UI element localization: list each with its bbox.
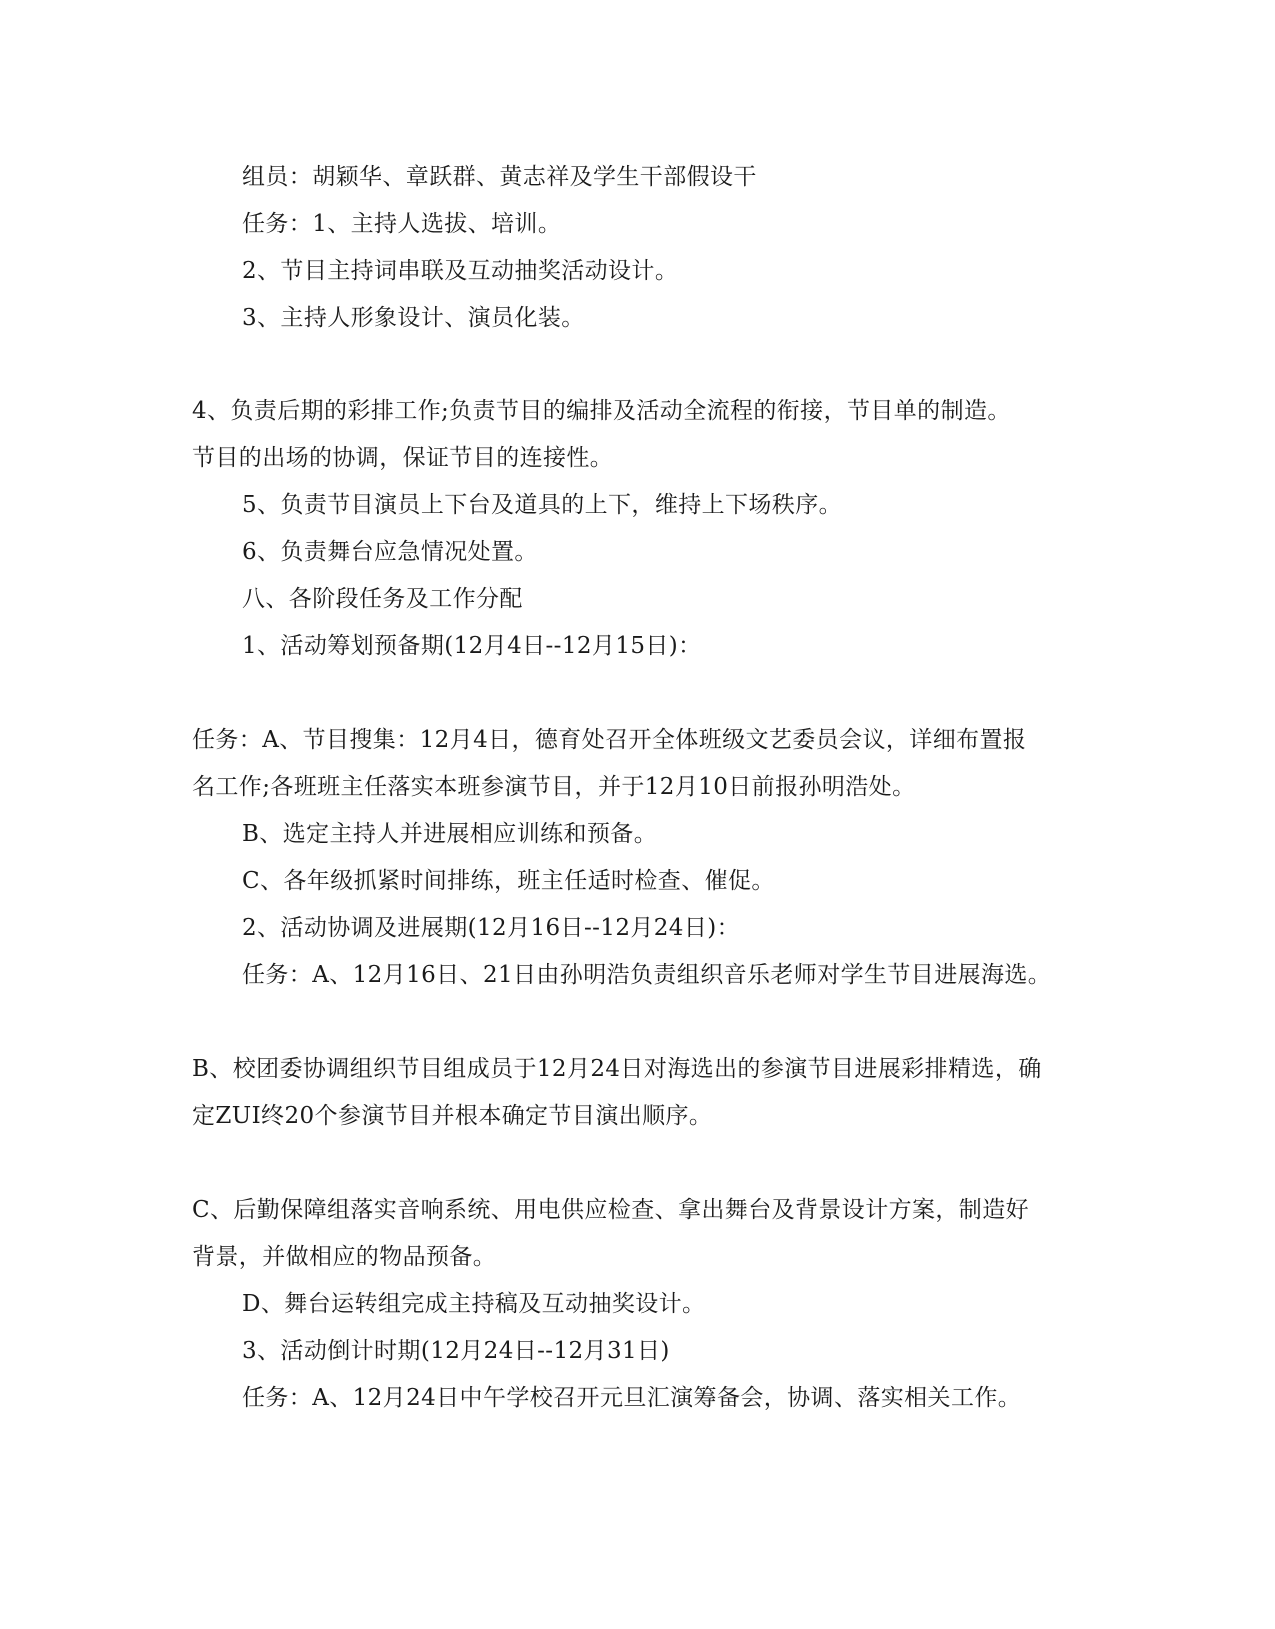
paragraph-line: 任务：A、12月24日中午学校召开元旦汇演筹备会，协调、落实相关工作。: [242, 1385, 1022, 1411]
paragraph-line: 背景，并做相应的物品预备。: [192, 1244, 497, 1270]
paragraph-line: 3、活动倒计时期(12月24日--12月31日): [242, 1338, 670, 1364]
paragraph-line: 2、节目主持词串联及互动抽奖活动设计。: [242, 258, 679, 284]
paragraph-line: B、选定主持人并进展相应训练和预备。: [242, 821, 658, 847]
paragraph-line: 任务：A、12月16日、21日由孙明浩负责组织音乐老师对学生节目进展海选。: [242, 962, 1052, 988]
paragraph-line: 任务：A、节目搜集：12月4日，德育处召开全体班级文艺委员会议，详细布置报: [192, 727, 1027, 753]
paragraph-line: 5、负责节目演员上下台及道具的上下，维持上下场秩序。: [242, 492, 843, 518]
paragraph-line: 节目的出场的协调，保证节目的连接性。: [192, 445, 614, 471]
paragraph-line: C、各年级抓紧时间排练，班主任适时检查、催促。: [242, 868, 775, 894]
paragraph-line: 6、负责舞台应急情况处置。: [242, 539, 538, 565]
paragraph-line: 2、活动协调及进展期(12月16日--12月24日)：: [242, 915, 740, 941]
paragraph-line: 1、活动筹划预备期(12月4日--12月15日)：: [242, 633, 702, 659]
paragraph-line: 组员：胡颖华、章跃群、黄志祥及学生干部假设干: [242, 164, 757, 190]
paragraph-line: D、舞台运转组完成主持稿及互动抽奖设计。: [242, 1291, 706, 1317]
paragraph-line: 任务：1、主持人选拔、培训。: [242, 211, 562, 237]
paragraph-line: C、后勤保障组落实音响系统、用电供应检查、拿出舞台及背景设计方案，制造好: [192, 1197, 1029, 1223]
paragraph-line: 定ZUI终20个参演节目并根本确定节目演出顺序。: [192, 1103, 713, 1129]
paragraph-line: 4、负责后期的彩排工作;负责节目的编排及活动全流程的衔接，节目单的制造。: [192, 398, 1011, 424]
paragraph-line: 3、主持人形象设计、演员化装。: [242, 305, 585, 331]
paragraph-line: 名工作;各班班主任落实本班参演节目，并于12月10日前报孙明浩处。: [192, 774, 916, 800]
section-heading: 八、各阶段任务及工作分配: [242, 586, 523, 612]
paragraph-line: B、校团委协调组织节目组成员于12月24日对海选出的参演节目进展彩排精选，确: [192, 1056, 1042, 1082]
